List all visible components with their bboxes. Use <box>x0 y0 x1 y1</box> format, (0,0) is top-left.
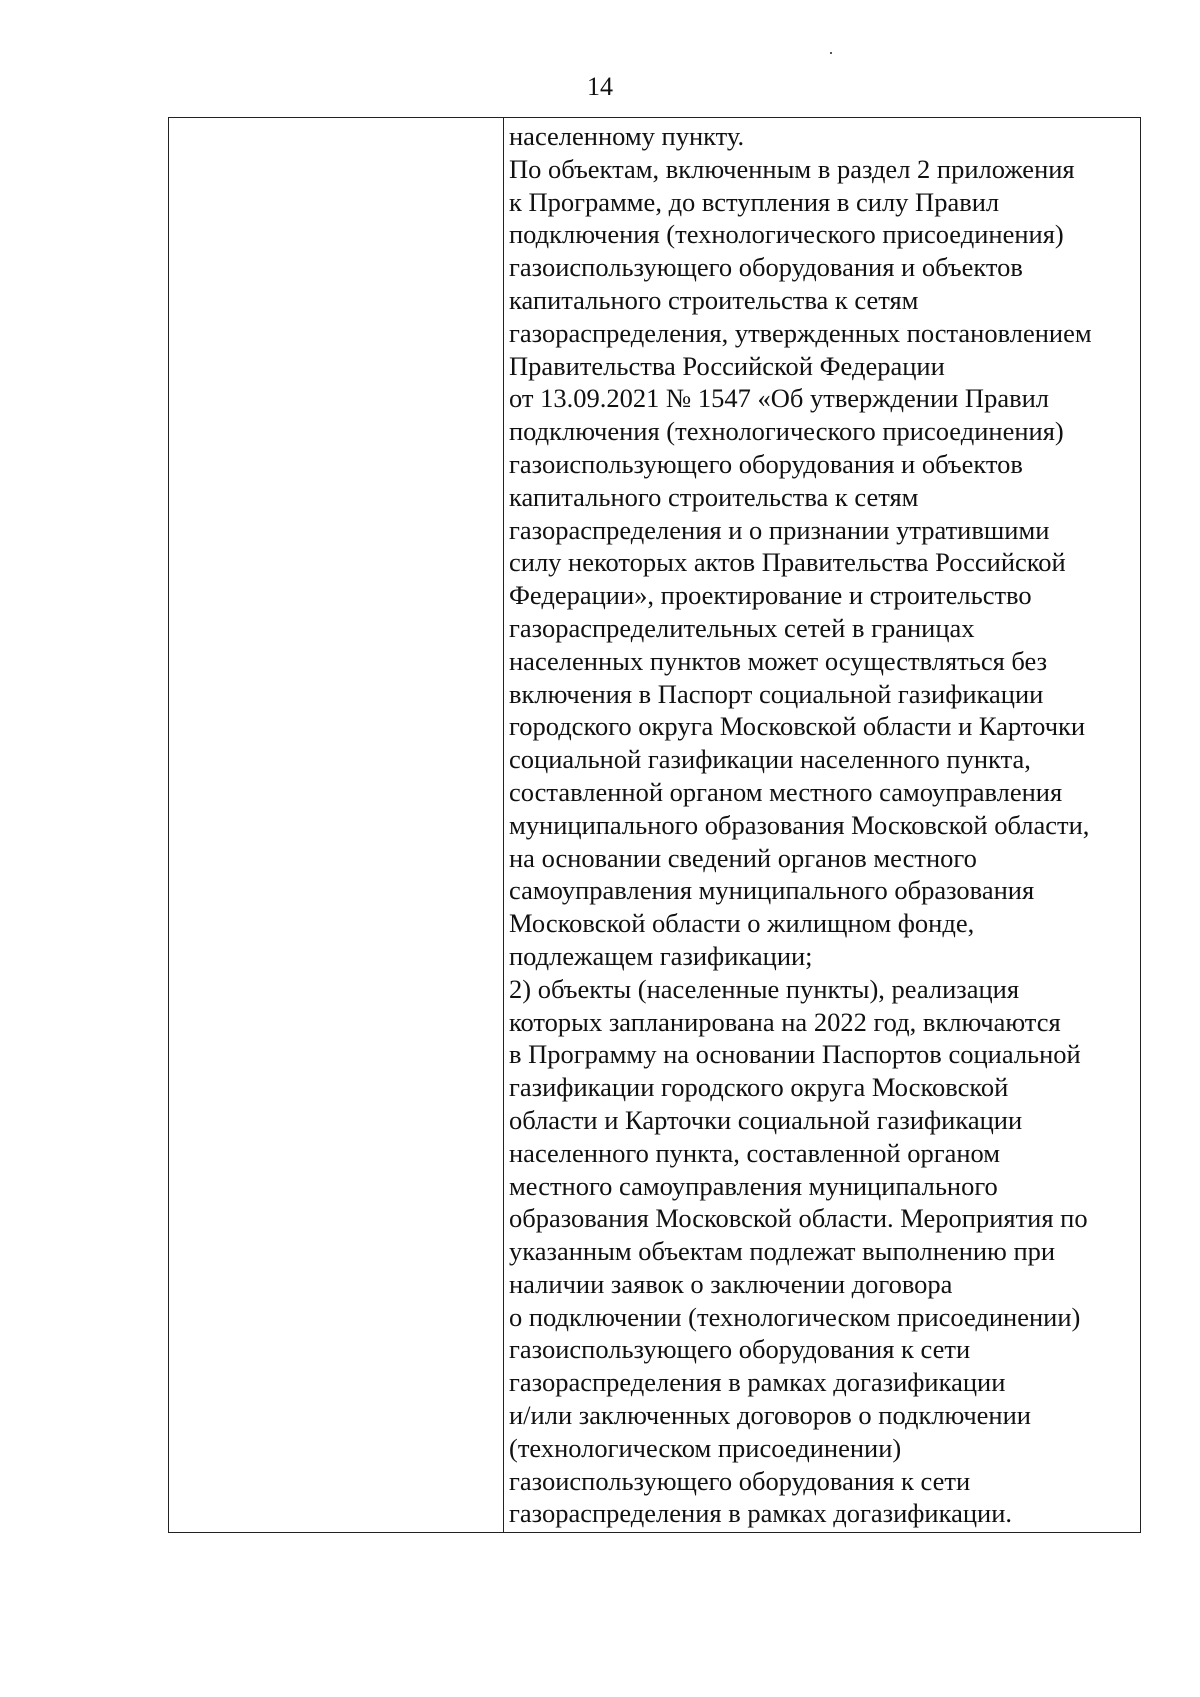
text-line: По объектам, включенным в раздел 2 приложения <box>509 153 1075 184</box>
text-line: составленной органом местного самоуправления <box>509 776 1063 807</box>
text-line: газораспределения и о признании утратившими <box>509 514 1050 545</box>
text-line: области и Карточки социальной газификации <box>509 1104 1023 1135</box>
text-line: в Программу на основании Паспортов социальной <box>509 1039 1081 1070</box>
text-line: газораспределения в рамках догазификации <box>509 1367 1006 1398</box>
text-line: местного самоуправления муниципального <box>509 1170 998 1201</box>
text-line: газораспределения в рамках догазификации. <box>509 1498 1013 1529</box>
text-line: образования Московской области. Мероприятия по <box>509 1203 1088 1234</box>
text-line: 2) объекты (населенные пункты), реализация <box>509 973 1020 1004</box>
text-line: которых запланирована на 2022 год, включаются <box>509 1006 1061 1037</box>
text-line: (технологическом присоединении) <box>509 1432 902 1463</box>
text-line: подлежащем газификации; <box>509 940 813 971</box>
text-line: подключения (технологического присоединения) <box>509 219 1064 250</box>
text-line: газификации городского округа Московской <box>509 1072 1009 1103</box>
text-line: муниципального образования Московской области, <box>509 809 1090 840</box>
text-line: на основании сведений органов местного <box>509 842 977 873</box>
text-line: городского округа Московской области и Карточки <box>509 711 1086 742</box>
text-line: наличии заявок о заключении договора <box>509 1268 953 1299</box>
text-line: газоиспользующего оборудования и объектов <box>509 448 1023 479</box>
text-line: включения в Паспорт социальной газификации <box>509 678 1044 709</box>
document-table <box>168 117 1141 1533</box>
text-line: населенному пункту. <box>509 121 745 151</box>
text-line: Правительства Российской Федерации <box>509 350 945 381</box>
column-divider <box>503 118 504 1532</box>
text-line: Московской области о жилищном фонде, <box>509 908 975 939</box>
text-line: силу некоторых актов Правительства Российской <box>509 547 1066 578</box>
scan-speck <box>830 52 832 54</box>
text-line: газораспределения, утвержденных постановлением <box>509 317 1092 348</box>
text-line: газоиспользующего оборудования к сети <box>509 1465 971 1496</box>
text-line: социальной газификации населенного пункта, <box>509 744 1031 775</box>
text-line: капитального строительства к сетям <box>509 284 919 315</box>
text-line: населенного пункта, составленной органом <box>509 1137 1001 1168</box>
text-line: и/или заключенных договоров о подключении <box>509 1400 1031 1431</box>
text-line: о подключении (технологическом присоединении) <box>509 1301 1081 1332</box>
text-line: от 13.09.2021 № 1547 «Об утверждении Правил <box>509 383 1050 414</box>
text-line: указанным объектам подлежат выполнению при <box>509 1236 1056 1267</box>
text-line: газораспределительных сетей в границах <box>509 612 975 643</box>
text-line: капитального строительства к сетям <box>509 481 919 512</box>
table-left-cell <box>169 118 503 1532</box>
text-line: Федерации», проектирование и строительство <box>509 580 1032 611</box>
text-line: газоиспользующего оборудования и объектов <box>509 252 1023 283</box>
text-line: газоиспользующего оборудования к сети <box>509 1334 971 1365</box>
text-line: населенных пунктов может осуществляться без <box>509 645 1048 676</box>
table-right-cell <box>509 120 1139 1530</box>
page-number: 14 <box>587 72 613 101</box>
text-line: подключения (технологического присоединения) <box>509 416 1064 447</box>
text-line: к Программе, до вступления в силу Правил <box>509 186 1000 217</box>
text-line: самоуправления муниципального образования <box>509 875 1035 906</box>
